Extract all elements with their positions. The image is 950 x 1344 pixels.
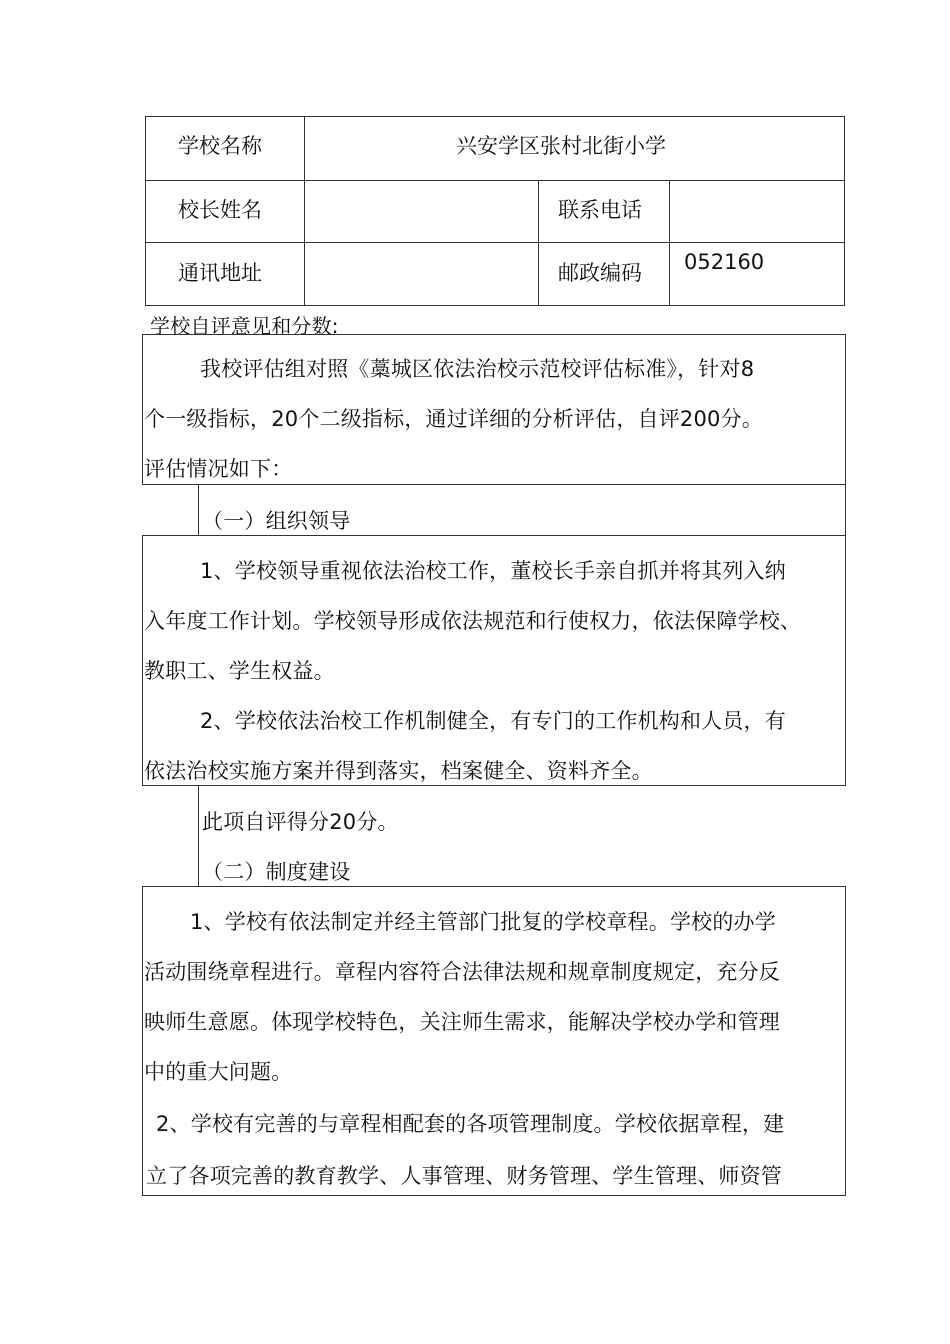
section2-paragraph-line: 中的重大问题。 bbox=[144, 1060, 293, 1084]
section1-paragraph-line: 2、学校依法治校工作机制健全，有专门的工作机构和人员，有 bbox=[200, 709, 786, 733]
school-name-value: 兴安学区张村北街小学 bbox=[456, 134, 666, 158]
section2-paragraph-line: 1、学校有依法制定并经主管部门批复的学校章程。学校的办学 bbox=[190, 910, 776, 934]
col-divider bbox=[669, 180, 670, 306]
section1-paragraph-line: 1、学校领导重视依法治校工作，董校长手亲自抓并将其列入纳 bbox=[200, 559, 786, 583]
intro-line: 个一级指标，20个二级指标，通过详细的分析评估，自评200分。 bbox=[144, 407, 764, 431]
section1-title-divider bbox=[198, 485, 199, 535]
col-divider bbox=[538, 180, 539, 306]
section1-paragraph-line: 入年度工作计划。学校领导形成依法规范和行使权力，依法保障学校、 bbox=[144, 609, 802, 633]
section-score-divider bbox=[198, 786, 199, 886]
section1-paragraph-line: 依法治校实施方案并得到落实，档案健全、资料齐全。 bbox=[144, 759, 653, 783]
section2-paragraph-line: 立了各项完善的教育教学、人事管理、财务管理、学生管理、师资管 bbox=[146, 1164, 782, 1188]
section2-paragraph-line: 2、学校有完善的与章程相配套的各项管理制度。学校依据章程，建 bbox=[156, 1112, 785, 1136]
section1-paragraph-line: 教职工、学生权益。 bbox=[144, 659, 335, 683]
self-eval-heading: 学校自评意见和分数: bbox=[150, 314, 339, 338]
section1-title-divider bbox=[845, 485, 846, 535]
intro-line: 评估情况如下： bbox=[144, 457, 293, 481]
phone-label: 联系电话 bbox=[558, 198, 642, 222]
section1-score: 此项自评得分20分。 bbox=[202, 810, 399, 834]
intro-line: 我校评估组对照《藁城区依法治校示范校评估标准》，针对8 bbox=[200, 357, 755, 381]
section1-title: （一）组织领导 bbox=[202, 509, 351, 533]
address-label: 通讯地址 bbox=[178, 261, 262, 285]
postcode-value: 052160 bbox=[684, 250, 765, 274]
section2-paragraph-line: 映师生意愿。体现学校特色，关注师生需求，能解决学校办学和管理 bbox=[144, 1010, 780, 1034]
row-divider bbox=[145, 180, 845, 181]
postcode-label: 邮政编码 bbox=[558, 261, 642, 285]
row-divider bbox=[145, 242, 845, 243]
col-divider bbox=[304, 116, 305, 306]
school-name-label: 学校名称 bbox=[178, 134, 262, 158]
section2-title: （二）制度建设 bbox=[202, 860, 351, 884]
section2-paragraph-line: 活动围绕章程进行。章程内容符合法律法规和规章制度规定，充分反 bbox=[144, 960, 780, 984]
principal-label: 校长姓名 bbox=[178, 198, 262, 222]
